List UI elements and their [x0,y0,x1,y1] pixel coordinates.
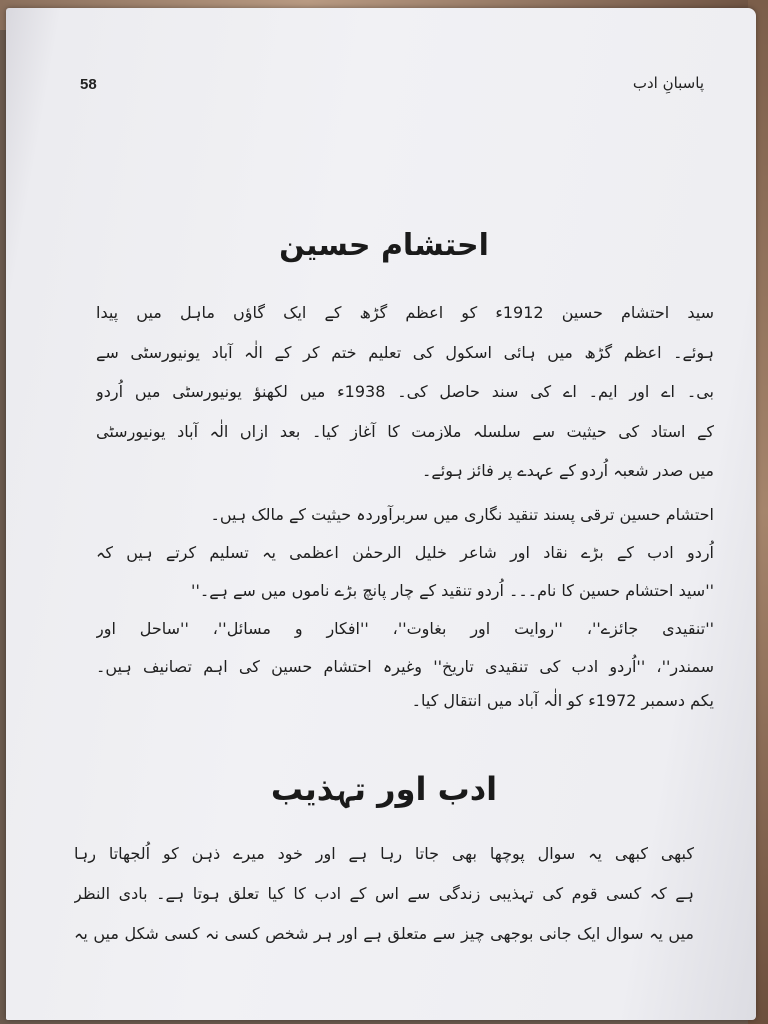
running-head: پاسبانِ ادب [632,74,704,92]
page-number: 58 [80,76,97,93]
text-line: ''تنقیدی جائزے''، ''روایت اور بغاوت''، ''افکار و مسائل''، ''ساحل اور [96,619,714,638]
text-line: ''سید احتشام حسین کا نام۔۔۔ اُردو تنقید کے چار پانچ بڑے ناموں میں سے ہے۔'' [191,581,714,600]
biography-paragraph [96,293,714,491]
essay-paragraph [74,834,694,954]
text-line: یکم دسمبر 1972ء کو الٰہ آباد میں انتقال کیا۔ [411,691,714,710]
text-line: میں یہ سوال ایک جانی بوجھی چیز سے متعلق ہے اور ہر شخص کسی نہ کسی شکل میں یہ [74,924,694,943]
text-line: ہے کہ کسی قوم کی تہذیبی زندگی سے اس کے ادب کا کیا تعلق ہوتا ہے۔ بادی النظر [74,884,694,903]
text-line: بی۔ اے اور ایم۔ اے کی سند حاصل کی۔ 1938ء میں لکھنؤ یونیورسٹی میں اُردو [96,382,714,401]
text-line: کبھی کبھی یہ سوال پوچھا بھی جاتا رہا ہے اور خود میرے ذہن کو اُلجھاتا رہا [74,844,694,863]
text-line: اُردو ادب کے بڑے نقاد اور شاعر خلیل الرحمٰن اعظمی یہ تسلیم کرتے ہیں کہ [96,543,714,562]
text-line: احتشام حسین ترقی پسند تنقید نگاری میں سربرآوردہ حیثیت کے مالک ہیں۔ [210,505,714,524]
section-title-ehtesham-hussain: احتشام حسین [279,228,489,263]
works-paragraph [96,534,714,686]
text-line: ہوئے۔ اعظم گڑھ میں ہائی اسکول کی تعلیم ختم کر کے الٰہ آباد یونیورسٹی سے [96,342,714,362]
text-line: سمندر''، ''اُردو ادب کی تنقیدی تاریخ'' وغیرہ احتشام حسین کی اہم تصانیف ہیں۔ [96,657,714,676]
death-paragraph [96,686,714,716]
text-line: سید احتشام حسین 1912ء کو اعظم گڑھ کے ایک گاؤں ماہل میں پیدا [96,303,714,322]
text-line: میں صدر شعبہ اُردو کے عہدے پر فائز ہوئے۔ [422,461,714,480]
criticism-paragraph [96,496,714,534]
section-title-adab-aur-tehzeeb: ادب اور تہذیب [270,770,498,808]
text-line: کے استاد کی حیثیت سے سلسلہ ملازمت کا آغاز کیا۔ بعد ازاں الٰہ آباد یونیورسٹی [96,421,714,441]
